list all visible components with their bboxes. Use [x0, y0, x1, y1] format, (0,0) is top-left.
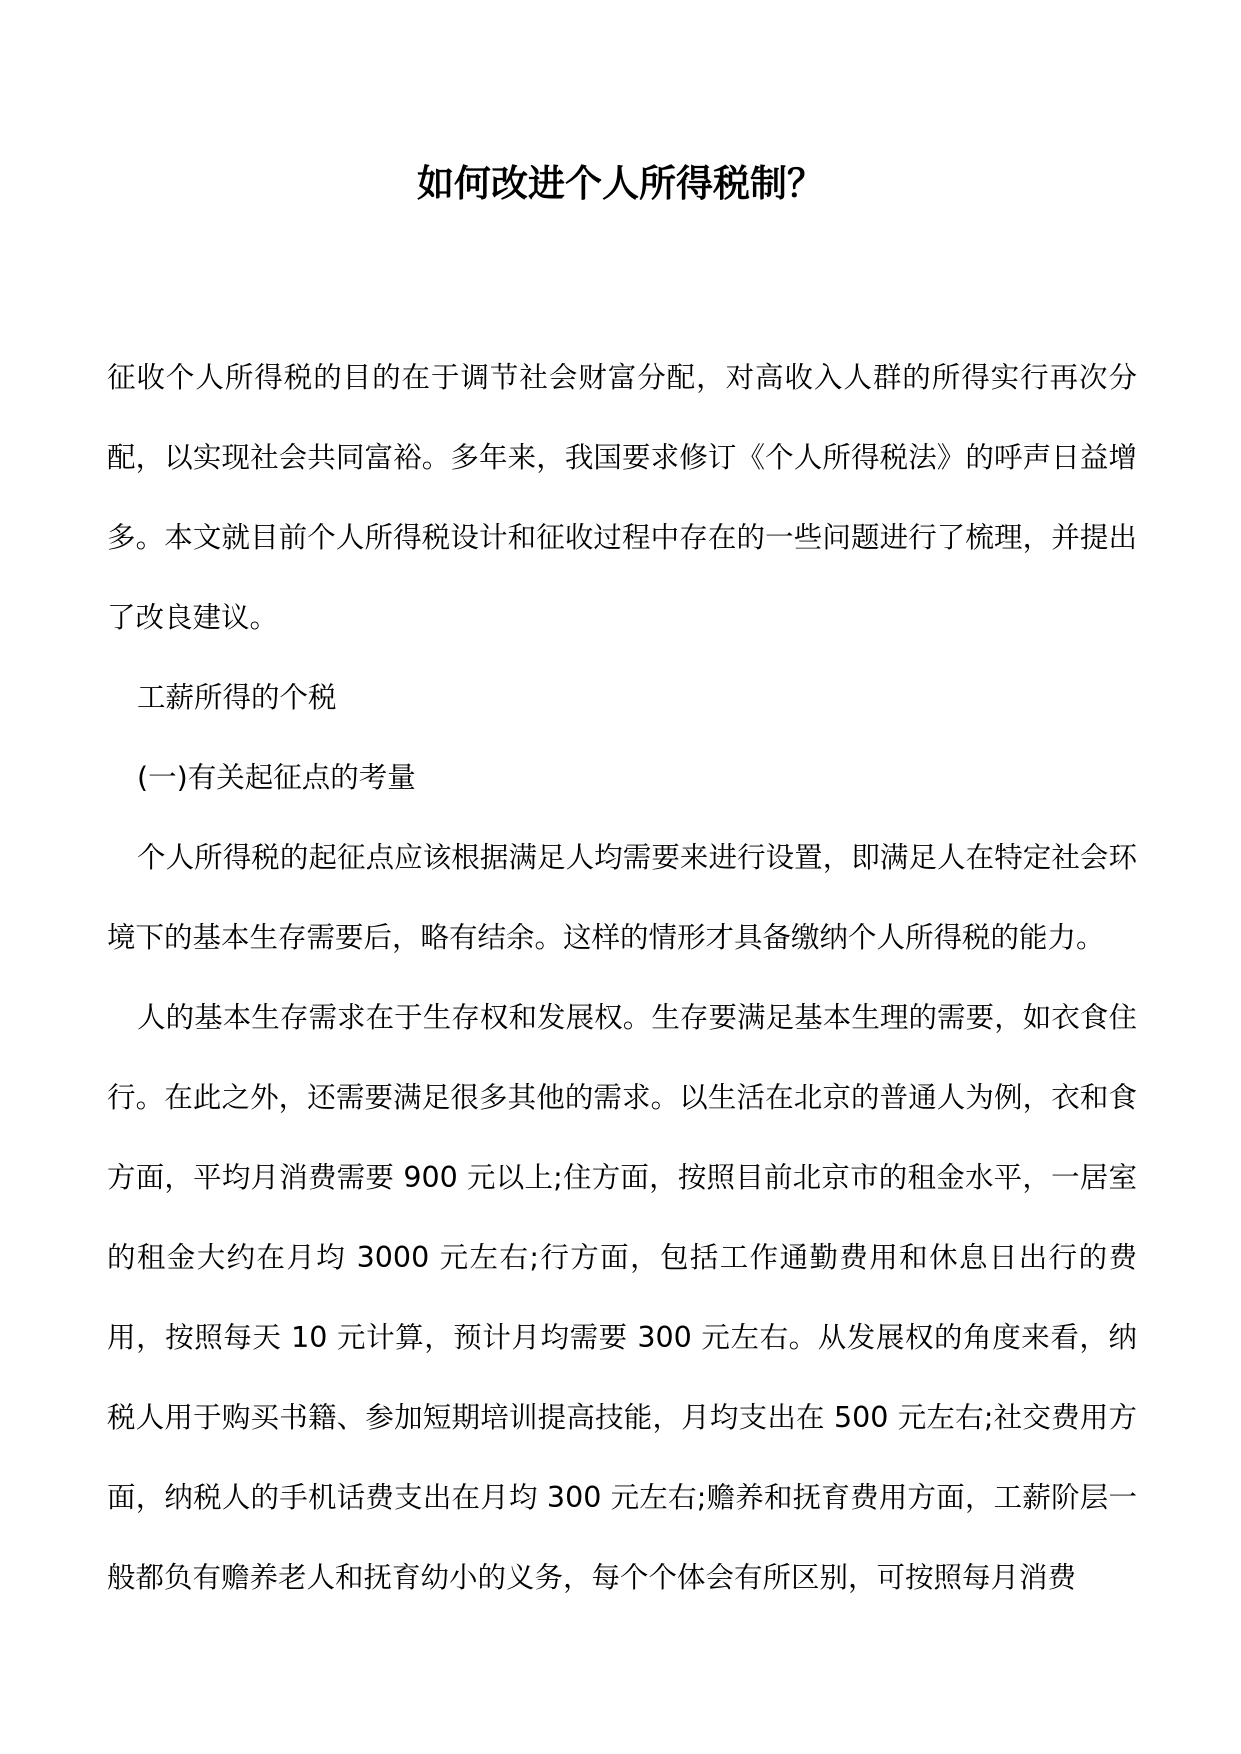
- paragraph-basic-needs: 人的基本生存需求在于生存权和发展权。生存要满足基本生理的需要，如衣食住行。在此之外，还需要满足很多其他的需求。以生活在北京的普通人为例，衣和食方面，平均月消费需要 900 元以上;住方面，按照目前北京市的租金水平，一居室的租金大约在月均 3000 元左右;行方面，包括工作通勤费用和休息日出行的费用，按照每天 10 元计算，预计月均需要 300 元左右。从发展权的角度来看，纳税人用于购买书籍、参加短期培训提高技能，月均支出在 500 元左右;社交费用方面，纳税人的手机话费支出在月均 300 元左右;赡养和抚育费用方面，工薪阶层一般都负有赡养老人和抚育幼小的义务，每个个体会有所区别，可按照每月消费: [107, 1001, 1137, 1594]
- document-title: 如何改进个人所得税制？: [417, 161, 824, 205]
- paragraph-intro: 征收个人所得税的目的在于调节社会财富分配，对高收入人群的所得实行再次分配，以实现社会共同富裕。多年来，我国要求修订《个人所得税法》的呼声日益增多。本文就目前个人所得税设计和征收过程中存在的一些问题进行了梳理，并提出了改良建议。: [107, 361, 1137, 634]
- document-body: [107, 338, 1137, 1618]
- subsection-heading: (一)有关起征点的考量: [137, 761, 416, 794]
- paragraph-threshold: 个人所得税的起征点应该根据满足人均需要来进行设置，即满足人在特定社会环境下的基本生存需要后，略有结余。这样的情形才具备缴纳个人所得税的能力。: [107, 841, 1137, 954]
- section-heading: 工薪所得的个税: [137, 681, 337, 714]
